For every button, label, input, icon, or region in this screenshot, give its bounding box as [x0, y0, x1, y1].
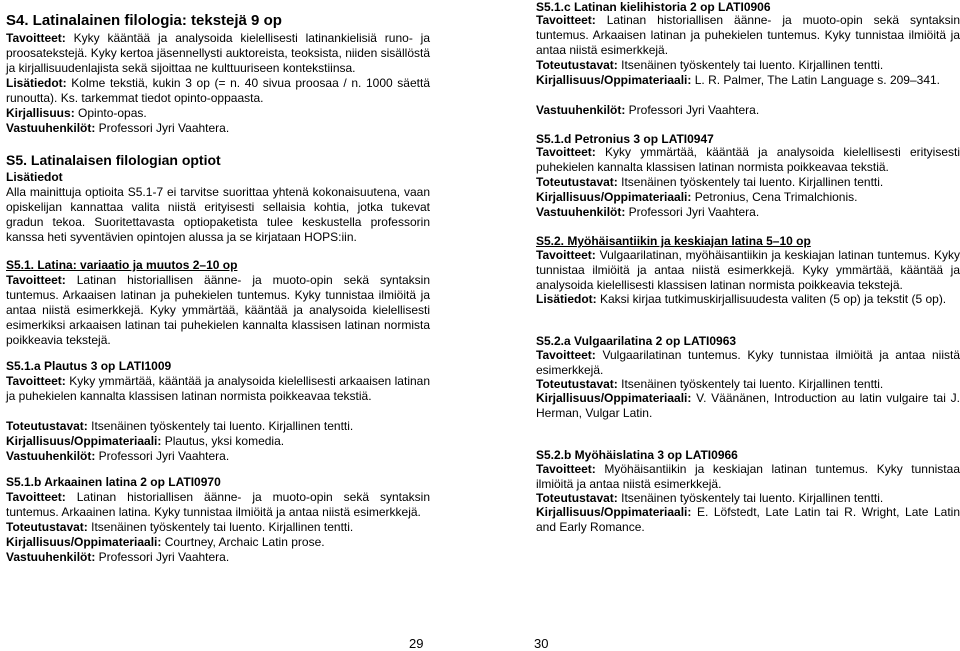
label: Vastuuhenkilöt: [536, 103, 626, 117]
page-number-left: 29 [409, 636, 424, 651]
text: Latinan historiallisen äänne- ja muoto-opin sekä syntaksin tuntemus. Arkaaisen latinan ja puhekielen tuntemus. Kyky tunnistaa ilmiöitä ja antaa niistä esimerkkejä. Kyky ymmärtää, kääntää ja analysoida kielellisesti esimerkiksi arkaaisen latinan tai puhekielen kannalta klassisen latinan normista poikkeavia tekstejä. [6, 273, 430, 347]
paragraph [536, 103, 960, 118]
label: Tavoitteet: [6, 273, 66, 287]
text: Itsenäinen työskentely tai luento. Kirjallinen tentti. [617, 377, 884, 391]
paragraph [6, 520, 430, 535]
label: Kirjallisuus/Oppimateriaali: [6, 434, 162, 448]
label: Tavoitteet: [6, 374, 66, 388]
text: Kyky ymmärtää, kääntää ja analysoida kielellisesti erityisesti puhekielen kannalta klassisen latinan normista poikkeavaa tekstiä. [536, 145, 960, 174]
text: Myöhäisantiikin ja keskiajan latinan tuntemus. Kyky tunnistaa ilmiöitä ja antaa niistä esimerkkejä. [536, 462, 960, 491]
label: Tavoitteet: [536, 462, 596, 476]
text: Kyky kääntää ja analysoida kielellisesti latinankielisiä runo- ja proosatekstejä. Kyky kertoa jäsennellysti auktoreista, teoksista, niiden sisällöstä ja kirjallisuudenlajista sekä sijoittaa ne kulttuuriseen kontekstiinsa. [6, 31, 430, 75]
paragraph [536, 205, 960, 220]
label: Tavoitteet: [536, 248, 596, 262]
paragraph [536, 13, 960, 58]
label: Tavoitteet: [6, 490, 66, 504]
paragraph [6, 550, 430, 565]
label: Kirjallisuus/Oppimateriaali: [6, 535, 162, 549]
text: Latinan historiallisen äänne- ja muoto-opin sekä syntaksin tuntemus. Arkaaisen latinan ja puhekielen tuntemus. Kyky tunnistaa ilmiöitä ja antaa niistä esimerkkejä. [536, 13, 960, 57]
section-title-s51: S5.1. Latina: variaatio ja muutos 2–10 op [6, 258, 238, 272]
section-title-s51d: S5.1.d Petronius 3 op LATI0947 [536, 132, 714, 146]
label: Tavoitteet: [536, 145, 596, 159]
paragraph [6, 76, 430, 106]
page-number-right: 30 [534, 636, 549, 651]
label: Tavoitteet: [536, 348, 596, 362]
text: Professori Jyri Vaahtera. [95, 550, 230, 564]
paragraph [536, 175, 960, 190]
paragraph [536, 348, 960, 378]
paragraph [6, 490, 430, 520]
section-title-s52b: S5.2.b Myöhäislatina 3 op LATI0966 [536, 448, 738, 462]
paragraph [6, 419, 430, 434]
paragraph [6, 434, 430, 449]
paragraph [6, 106, 430, 121]
section-title-s52a: S5.2.a Vulgaarilatina 2 op LATI0963 [536, 334, 737, 348]
paragraph [536, 462, 960, 492]
text: Latinan historiallisen äänne- ja muoto-opin sekä syntaksin tuntemus. Arkaainen latina. Kyky tunnistaa ilmiöitä ja antaa niistä esimerkkejä. [6, 490, 430, 519]
label: Kirjallisuus/Oppimateriaali: [536, 391, 692, 405]
paragraph [6, 31, 430, 76]
section-title-s51a: S5.1.a Plautus 3 op LATI1009 [6, 359, 172, 373]
text: Itsenäinen työskentely tai luento. Kirjallinen tentti. [617, 58, 884, 72]
paragraph [536, 73, 960, 88]
text: L. R. Palmer, The Latin Language s. 209–341. [691, 73, 941, 87]
label: Vastuuhenkilöt: [6, 550, 96, 564]
text: Kyky ymmärtää, kääntää ja analysoida kielellisesti arkaaisen latinan ja puhekielen kannalta klassisen latinan normista poikkeavaa tekstiä. [6, 374, 430, 403]
label: Toteutustavat: [536, 58, 618, 72]
label: Toteutustavat: [6, 520, 88, 534]
label: Vastuuhenkilöt: [536, 205, 626, 219]
text: Itsenäinen työskentely tai luento. Kirjallinen tentti. [87, 419, 354, 433]
label: Vastuuhenkilöt: [6, 121, 96, 135]
text: Petronius, Cena Trimalchionis. [691, 190, 858, 204]
paragraph [6, 535, 430, 550]
paragraph [536, 248, 960, 293]
label: Kirjallisuus: [6, 106, 75, 120]
section-title-s51b: S5.1.b Arkaainen latina 2 op LATI0970 [6, 475, 221, 489]
text: Professori Jyri Vaahtera. [625, 205, 760, 219]
label: Toteutustavat: [536, 175, 618, 189]
paragraph: Alla mainittuja optioita S5.1-7 ei tarvitse suorittaa yhtenä kokonaisuutena, vaan opiskelijan kannattaa valita niistä erityisesti sellaisia kohtia, jotka tukevat gradun tekoa. Suoritettavasta optiopaketista tulee keskustella professorin kanssa heti syventävien opintojen alussa ja se kirjataan HOPS:iin. [6, 185, 430, 244]
paragraph [536, 391, 960, 421]
label: Toteutustavat: [6, 419, 88, 433]
paragraph [536, 58, 960, 73]
paragraph [6, 449, 430, 464]
paragraph [536, 190, 960, 205]
text: V. Väänänen, Introduction au latin vulgaire tai J. Herman, Vulgar Latin. [536, 391, 960, 420]
paragraph [536, 377, 960, 392]
text: Kaksi kirjaa tutkimuskirjallisuudesta valiten (5 op) ja tekstit (5 op). [596, 292, 947, 306]
label: Toteutustavat: [536, 377, 618, 391]
text: Professori Jyri Vaahtera. [95, 449, 230, 463]
label: Vastuuhenkilöt: [6, 449, 96, 463]
section-title-s4: S4. Latinalainen filologia: tekstejä 9 op [6, 12, 282, 29]
text: Vulgaarilatinan, myöhäisantiikin ja keskiajan latinan tuntemus. Kyky tunnistaa ilmiöitä ja antaa niistä esimerkkejä. Kyky ymmärtää, kääntää ja analysoida kielellisesti klassisen latinan normista poikkeavia tekstejä. [536, 248, 960, 292]
label: Lisätiedot: [6, 76, 67, 90]
text: Kolme tekstiä, kukin 3 op (= n. 40 sivua proosaa / n. 1000 säettä runoutta). Ks. tarkemmat tiedot opinto-oppaasta. [6, 76, 430, 105]
label: Tavoitteet: [536, 13, 596, 27]
paragraph [6, 273, 430, 348]
paragraph [536, 505, 960, 535]
text: Plautus, yksi komedia. [161, 434, 285, 448]
text: Vulgaarilatinan tuntemus. Kyky tunnistaa ilmiöitä ja antaa niistä esimerkkejä. [536, 348, 960, 377]
text: Itsenäinen työskentely tai luento. Kirjallinen tentti. [617, 175, 884, 189]
text: Opinto-opas. [74, 106, 147, 120]
text: Professori Jyri Vaahtera. [625, 103, 760, 117]
section-title-s52: S5.2. Myöhäisantiikin ja keskiajan latina 5–10 op [536, 234, 811, 248]
text: E. Löfstedt, Late Latin tai R. Wright, Late Latin and Early Romance. [536, 505, 960, 534]
paragraph [6, 121, 430, 136]
paragraph [536, 491, 960, 506]
paragraph [536, 292, 960, 307]
label: Tavoitteet: [6, 31, 66, 45]
text: Itsenäinen työskentely tai luento. Kirjallinen tentti. [87, 520, 354, 534]
label: Kirjallisuus/Oppimateriaali: [536, 73, 692, 87]
paragraph [536, 145, 960, 175]
label: Kirjallisuus/Oppimateriaali: [536, 190, 692, 204]
text: Itsenäinen työskentely tai luento. Kirjallinen tentti. [617, 491, 884, 505]
text: Professori Jyri Vaahtera. [95, 121, 230, 135]
section-title-s5: S5. Latinalaisen filologian optiot [6, 152, 221, 168]
paragraph [6, 374, 430, 404]
label: Lisätiedot: [536, 292, 597, 306]
section-title-s51c: S5.1.c Latinan kielihistoria 2 op LATI0906 [536, 0, 771, 14]
label: Kirjallisuus/Oppimateriaali: [536, 505, 692, 519]
text: Courtney, Archaic Latin prose. [161, 535, 325, 549]
label: Toteutustavat: [536, 491, 618, 505]
subheading: Lisätiedot [6, 170, 63, 184]
